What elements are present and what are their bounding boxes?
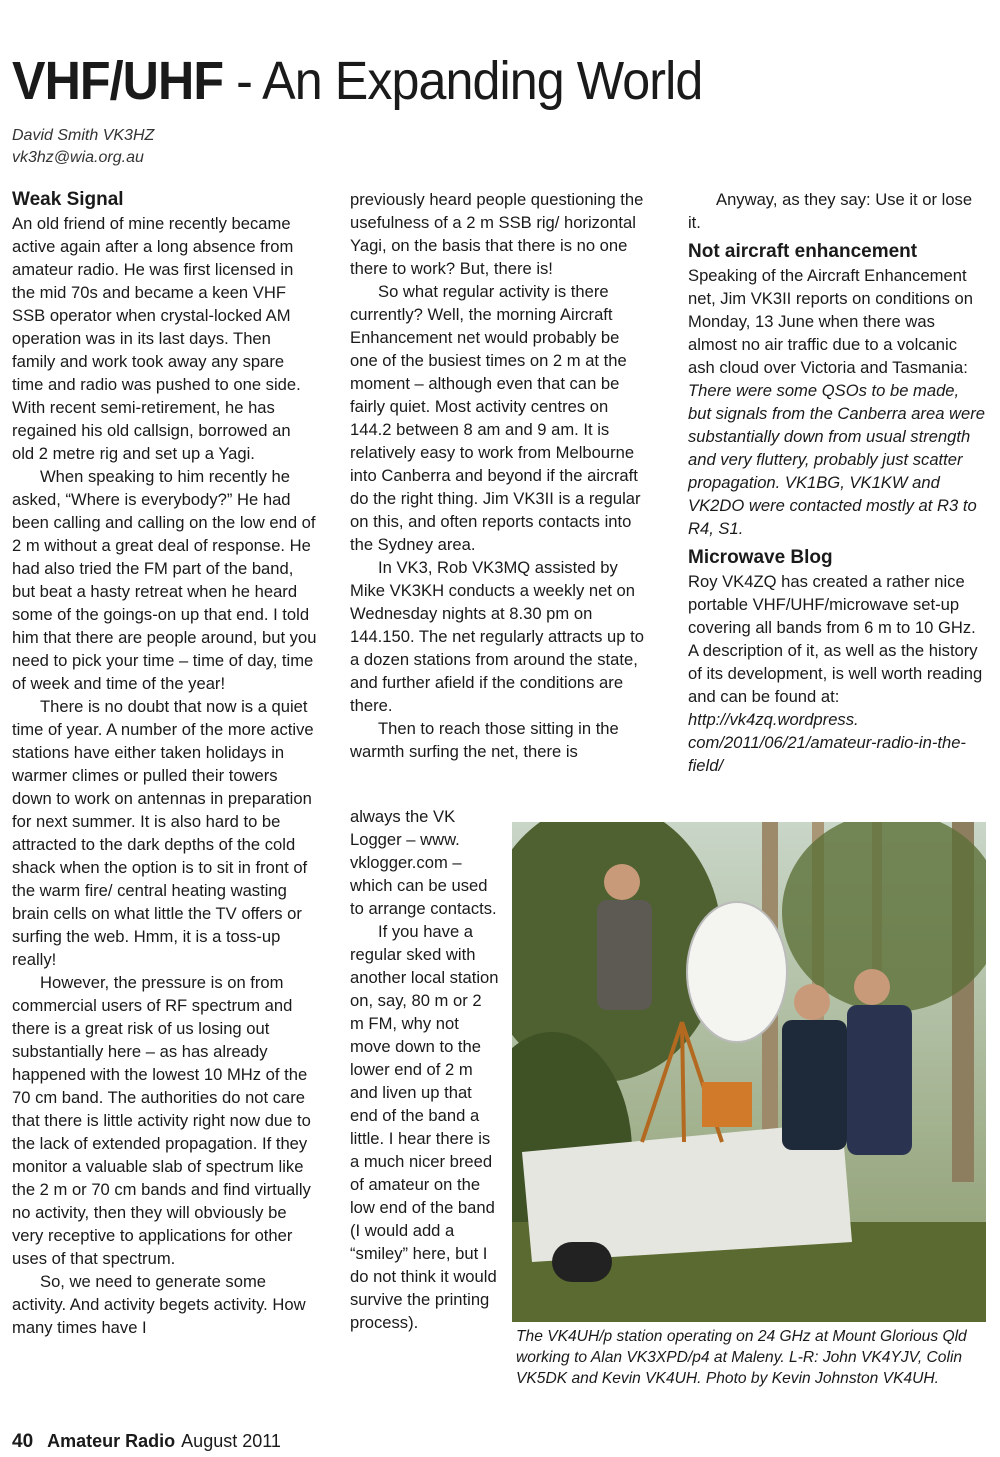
byline: [12, 125, 154, 169]
title-bold: VHF/UHF: [12, 51, 224, 111]
column-2-narrow: [350, 805, 500, 1334]
page-number: 40: [12, 1431, 34, 1452]
heading-microwave-blog: Microwave Blog: [688, 547, 833, 568]
paragraph: When speaking to him recently he asked, “Where is everybody?” He had been calling and calling on the low end of 2 m without a great deal of response. He had also tried the FM part of the band, but beat a hasty retreat when he heard some of the goings-on up that end. I told him that there are people around, but you need to pick your time – time of day, time of week and time of the year!: [12, 467, 317, 693]
paragraph: There is no doubt that now is a quiet time of year. A number of the more active stations have either taken holidays in warmer climes or pulled their towers down to work on antennas in preparation for next summer. It is also hard to be attracted to the dark depths of the cold shack when the option is to sit in front of the warm fire/ central heating wasting brain cells on what little the TV offers or surfing the web. Hmm, it is a toss-up really!: [12, 697, 314, 969]
paragraph: always the VK Logger – www. vklogger.com – which can be used to arrange contacts.: [350, 807, 497, 918]
paragraph: previously heard people questioning the usefulness of a 2 m SSB rig/ horizontal Yagi, on the basis that there is no one there to work? But, there is!: [350, 190, 644, 278]
magazine-name: Amateur Radio: [47, 1431, 176, 1451]
paragraph: In VK3, Rob VK3MQ assisted by Mike VK3KH conducts a weekly net on Wednesday nights at 8.30 pm on 144.150. The net regularly attracts up to a dozen stations from around the state, and further afield if the conditions are there.: [350, 558, 644, 715]
heading-weak-signal: Weak Signal: [12, 189, 124, 210]
paragraph: Speaking of the Aircraft Enhancement net, Jim VK3II reports on conditions on Monday, 13 June when there was almost no air traffic due to a volcanic ash cloud over Victoria and Tasmania:: [688, 266, 974, 377]
author-email: vk3hz@wia.org.au: [12, 149, 144, 166]
paragraph: Then to reach those sitting in the warmth surfing the net, there is: [350, 719, 619, 761]
paragraph: An old friend of mine recently became active again after a long absence from amateur radio. He was first licensed in the mid 70s and became a keen VHF SSB operator when crystal-locked AM operation was in its last days. Then family and work took away any spare time and radio was pushed to one side. With recent semi-retirement, he has regained his old callsign, borrowed an old 2 metre rig and set up a Yagi.: [12, 214, 301, 463]
photo-illustration: [512, 822, 986, 1322]
paragraph: If you have a regular sked with another local station on, say, 80 m or 2 m FM, why not move down to the lower end of 2 m and liven up that end of the band a little. I hear there is a much nicer breed of amateur on the low end of the band (I would add a “smiley” here, but I do not think it would survive the printing process).: [350, 922, 499, 1332]
page-footer: [12, 1429, 281, 1454]
title-rest: - An Expanding World: [223, 51, 703, 111]
paragraph: So what regular activity is there currently? Well, the morning Aircraft Enhancement net would probably be one of the busiest times on 2 m at the moment – although even that can be fairly quiet. Most activity centres on 144.2 between 8 am and 9 am. It is relatively easy to work from Melbourne into Canberra and beyond if the aircraft do the right thing. Jim VK3II is a regular on this, and often reports contacts into the Sydney area.: [350, 282, 641, 554]
quote: There were some QSOs to be made, but signals from the Canberra area were substantially down from usual strength and very fluttery, probably just scatter propagation. VK1BG, VK1KW and VK2DO were contacted mostly at R3 to R4, S1.: [688, 381, 985, 538]
station-photo: [512, 822, 986, 1322]
photo-caption: The VK4UH/p station operating on 24 GHz at Mount Glorious Qld working to Alan VK3XPD/p4 at Maleny. L-R: John VK4YJV, Colin VK5DK and Kevin VK4UH. Photo by Kevin Johnston VK4UH.: [516, 1328, 967, 1387]
article-title: [12, 50, 702, 112]
blog-url: http://vk4zq.wordpress. com/2011/06/21/amateur-radio-in-the-field/: [688, 710, 966, 775]
heading-not-aircraft: Not aircraft enhancement: [688, 241, 918, 262]
paragraph: So, we need to generate some activity. And activity begets activity. How many times have I: [12, 1272, 306, 1337]
column-2: [350, 188, 646, 763]
column-1: [12, 188, 317, 1339]
paragraph: Anyway, as they say: Use it or lose it.: [688, 190, 973, 232]
issue-date: August 2011: [181, 1431, 281, 1451]
paragraph-text: Roy VK4ZQ has created a rather nice portable VHF/UHF/microwave set-up covering all bands from 6 m to 10 GHz. A description of it, as well as the history of its development, is well worth reading and can be found at:: [688, 572, 983, 706]
paragraph: [688, 570, 986, 777]
paragraph: However, the pressure is on from commercial users of RF spectrum and there is a great risk of us losing out substantially here – as has already happened with the lowest 10 MHz of the 70 cm band. The authorities do not care that there is little activity right now due to the lack of extended propagation. If they monitor a valuable slab of spectrum like the 2 m or 70 cm bands and find virtually no activity, then they will obviously be very receptive to applications for other uses of that spectrum.: [12, 973, 311, 1268]
column-3: [688, 188, 986, 777]
author-name: David Smith VK3HZ: [12, 127, 155, 144]
